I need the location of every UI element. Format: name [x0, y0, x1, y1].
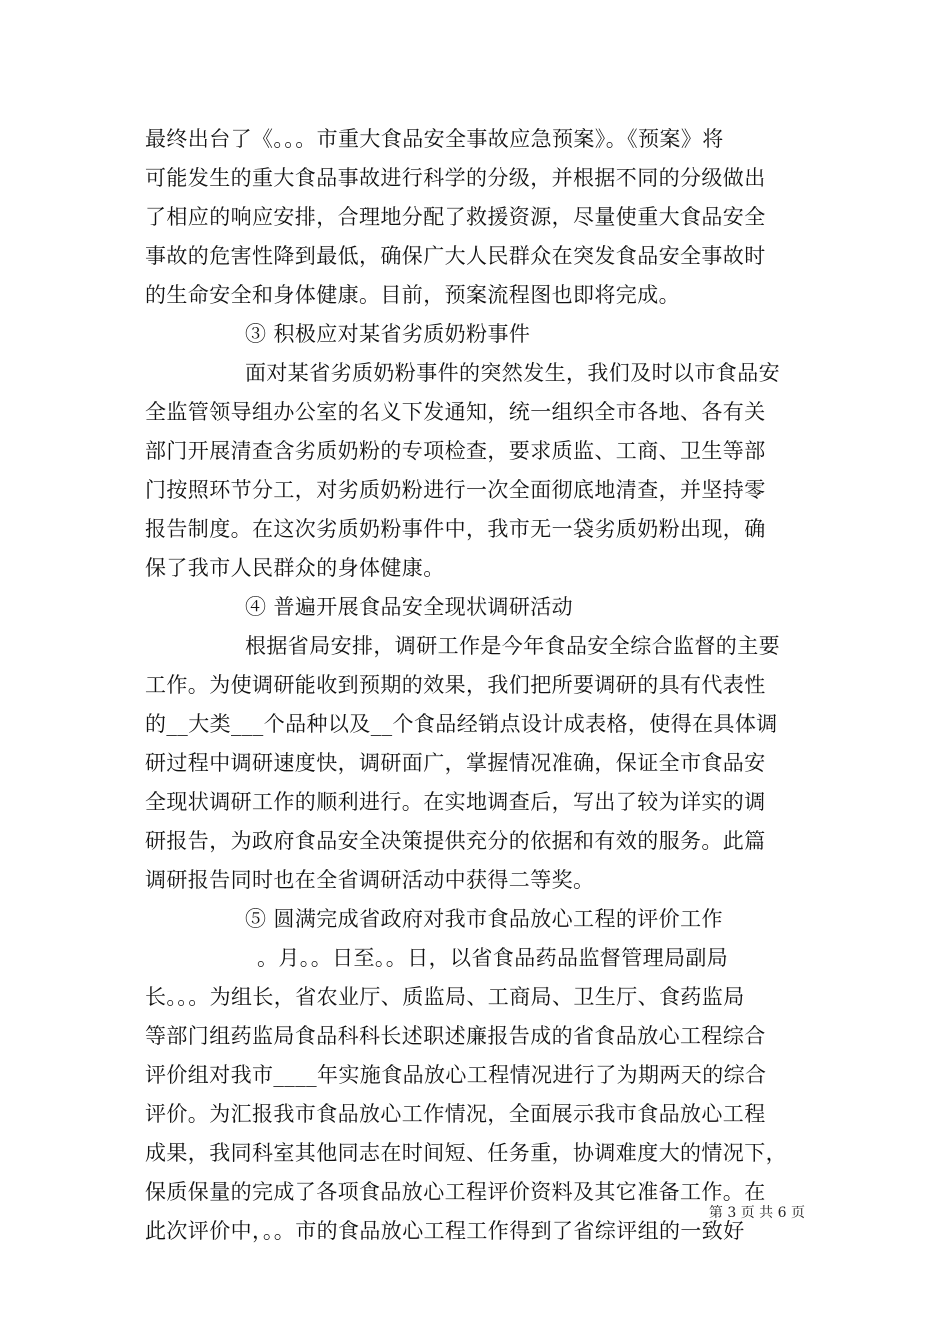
page-number: 第 3 页 共 6 页: [708, 1205, 805, 1221]
text-line: 调研报告同时也在全省调研活动中获得二等奖。: [145, 868, 595, 892]
text-line: 等部门组药监局食品科科长述职述廉报告成的省食品放心工程综合: [145, 1024, 766, 1048]
text-line: 的生命安全和身体健康。目前，预案流程图也即将完成。: [145, 283, 680, 307]
text-line: 的__大类___个品种以及__个食品经销点设计成表格，使得在具体调: [145, 712, 778, 736]
section-heading: ③ 积极应对某省劣质奶粉事件: [245, 322, 531, 346]
text-line: 工作。为使调研能收到预期的效果，我们把所要调研的具有代表性: [145, 673, 766, 697]
text-line: 研报告，为政府食品安全决策提供充分的依据和有效的服务。此篇: [145, 829, 766, 853]
text-line: 评价。为汇报我市食品放心工作情况，全面展示我市食品放心工程: [145, 1102, 766, 1126]
section-heading: ④ 普遍开展食品安全现状调研活动: [245, 595, 574, 619]
document-body: [145, 120, 813, 1251]
section-heading: ⑤ 圆满完成省政府对我市食品放心工程的评价工作: [245, 907, 723, 931]
text-line: 最终出台了《。。。市重大食品安全事故应急预案》。《预案》将: [145, 127, 724, 151]
text-line: 全监管领导组办公室的名义下发通知，统一组织全市各地、各有关: [145, 400, 766, 424]
text-line: 评价组对我市____年实施食品放心工程情况进行了为期两天的综合: [145, 1063, 767, 1087]
text-line: 保了我市人民群众的身体健康。: [145, 556, 445, 580]
text-line: 长。。。为组长，省农业厅、质监局、工商局、卫生厅、食药监局: [145, 985, 745, 1009]
text-line: 事故的危害性降到最低，确保广大人民群众在突发食品安全事故时: [145, 244, 766, 268]
text-line: 保质保量的完成了各项食品放心工程评价资料及其它准备工作。在: [145, 1180, 766, 1204]
text-line: 可能发生的重大食品事故进行科学的分级，并根据不同的分级做出: [145, 166, 766, 190]
text-line: 成果，我同科室其他同志在时间短、任务重，协调难度大的情况下，: [145, 1141, 787, 1165]
text-line: 部门开展清查含劣质奶粉的专项检查，要求质监、工商、卫生等部: [145, 439, 766, 463]
paragraph-first-line: 。月。。日至。。日，以省食品药品监督管理局副局: [257, 946, 729, 970]
text-line: 门按照环节分工，对劣质奶粉进行一次全面彻底地清查，并坚持零: [145, 478, 766, 502]
text-line: 此次评价中，。。市的食品放心工程工作得到了省综评组的一致好: [145, 1219, 745, 1243]
text-line: 研过程中调研速度快，调研面广，掌握情况准确，保证全市食品安: [145, 751, 766, 775]
paragraph-first-line: 根据省局安排，调研工作是今年食品安全综合监督的主要: [245, 634, 780, 658]
text-line: 了相应的响应安排，合理地分配了救援资源，尽量使重大食品安全: [145, 205, 766, 229]
text-line: 报告制度。在这次劣质奶粉事件中，我市无一袋劣质奶粉出现，确: [145, 517, 766, 541]
text-line: 全现状调研工作的顺利进行。在实地调查后，写出了较为详实的调: [145, 790, 766, 814]
paragraph-first-line: 面对某省劣质奶粉事件的突然发生，我们及时以市食品安: [245, 361, 780, 385]
